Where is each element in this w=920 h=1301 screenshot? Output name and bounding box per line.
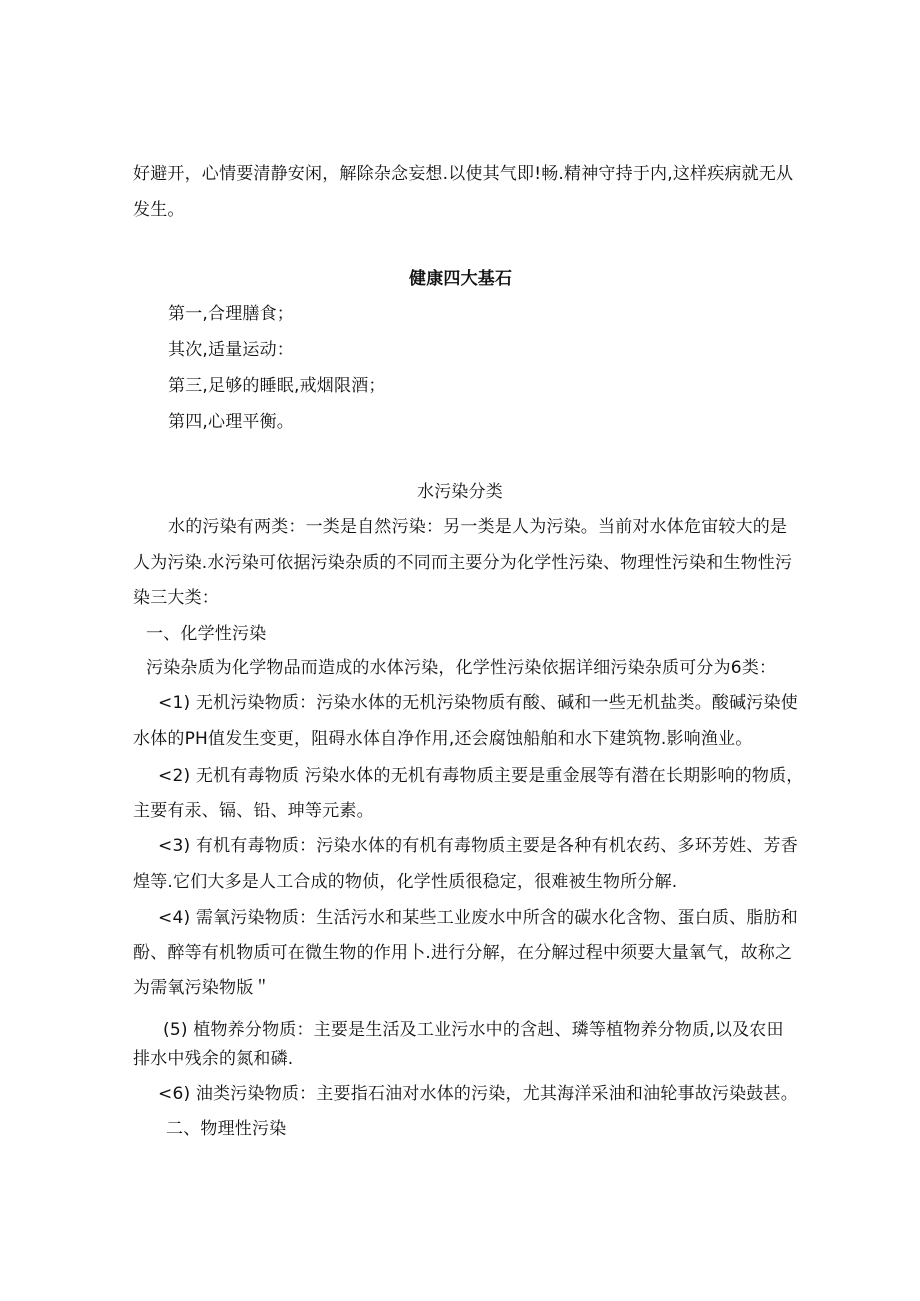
section-heading-physical: 二、物理性污染 (166, 1119, 287, 1139)
item-5-line-2: 排水中残余的氮和磷. (133, 1049, 294, 1069)
water-intro-line: 水的污染有两类：一类是自然污染：另一类是人为污染。当前对水体危宙较大的是 (168, 517, 788, 537)
water-title: 水污染分类 (417, 482, 503, 502)
intro-line-1: 好避开，心情要清静安闲，解除杂念妄想.以使其气即!畅.精神守持于内,这样疾病就无从 (133, 164, 794, 184)
foundations-title: 健康四大基石 (409, 269, 513, 289)
water-intro-line: 染三大类： (133, 588, 219, 608)
item-4-line-1: <4) 需氧污染物质：生活污水和某些工业废水中所含的碳水化含物、蛋白质、脂肪和 (158, 908, 798, 928)
foundation-item: 第三,足够的睡眠,戒烟限酒； (168, 376, 386, 396)
item-1-line-2: 水体的PH值发生变更，阻碍水体自净作用,还会腐蚀船舶和水下建筑物.影响渔业。 (133, 729, 753, 749)
item-2-line-1: <2) 无机有毒物质 污染水体的无机有毒物质主要是重金展等有潜在长期影响的物质， (158, 766, 804, 786)
foundation-item: 第一,合理膳食； (168, 304, 295, 324)
item-5-line-1: (5) 植物养分物质：主要是生活及工业污水中的含赳、璘等植物养分物质,以及农田 (163, 1020, 784, 1040)
water-intro-line: 人为污染.水污染可依据污染杂质的不同而主要分为化学性污染、物理性污染和生物性污 (133, 553, 793, 573)
item-2-line-2: 主要有汞、镉、铅、珅等元素。 (133, 801, 374, 821)
item-4-line-2: 酚、醉等有机物质可在微生物的作用卜.进行分解，在分解过程中须要大量氧气，故称之 (133, 943, 793, 963)
section-heading-chemical: 一、化学性污染 (146, 624, 267, 644)
intro-line-2: 发生。 (133, 200, 185, 220)
section-intro-chemical: 污染杂质为化学物品而造成的水体污染，化学性污染依据详细污染杂质可分为6类： (146, 658, 777, 678)
item-3-line-1: <3) 有机有毒物质：污染水体的有机有毒物质主要是各种有机农药、多环芳姓、芳香 (158, 836, 798, 856)
item-4-line-3: 为需氧污染物版＂ (133, 978, 271, 998)
item-3-line-2: 煌等.它们大多是人工合成的物侦，化学性质很稳定，很难被生物所分解. (133, 872, 678, 892)
foundation-item: 其次,适量运动： (168, 340, 295, 360)
foundation-item: 第四,心理平衡。 (168, 412, 295, 432)
item-1-line-1: <1) 无机污染物质：污染水体的无机污染物质有酸、碱和一些无机盐类。酸碱污染使 (158, 693, 798, 713)
item-6-line-1: <6) 油类污染物质：主要指石油对水体的污染，尤其海洋采油和油轮事故污染鼓甚。 (158, 1084, 798, 1104)
